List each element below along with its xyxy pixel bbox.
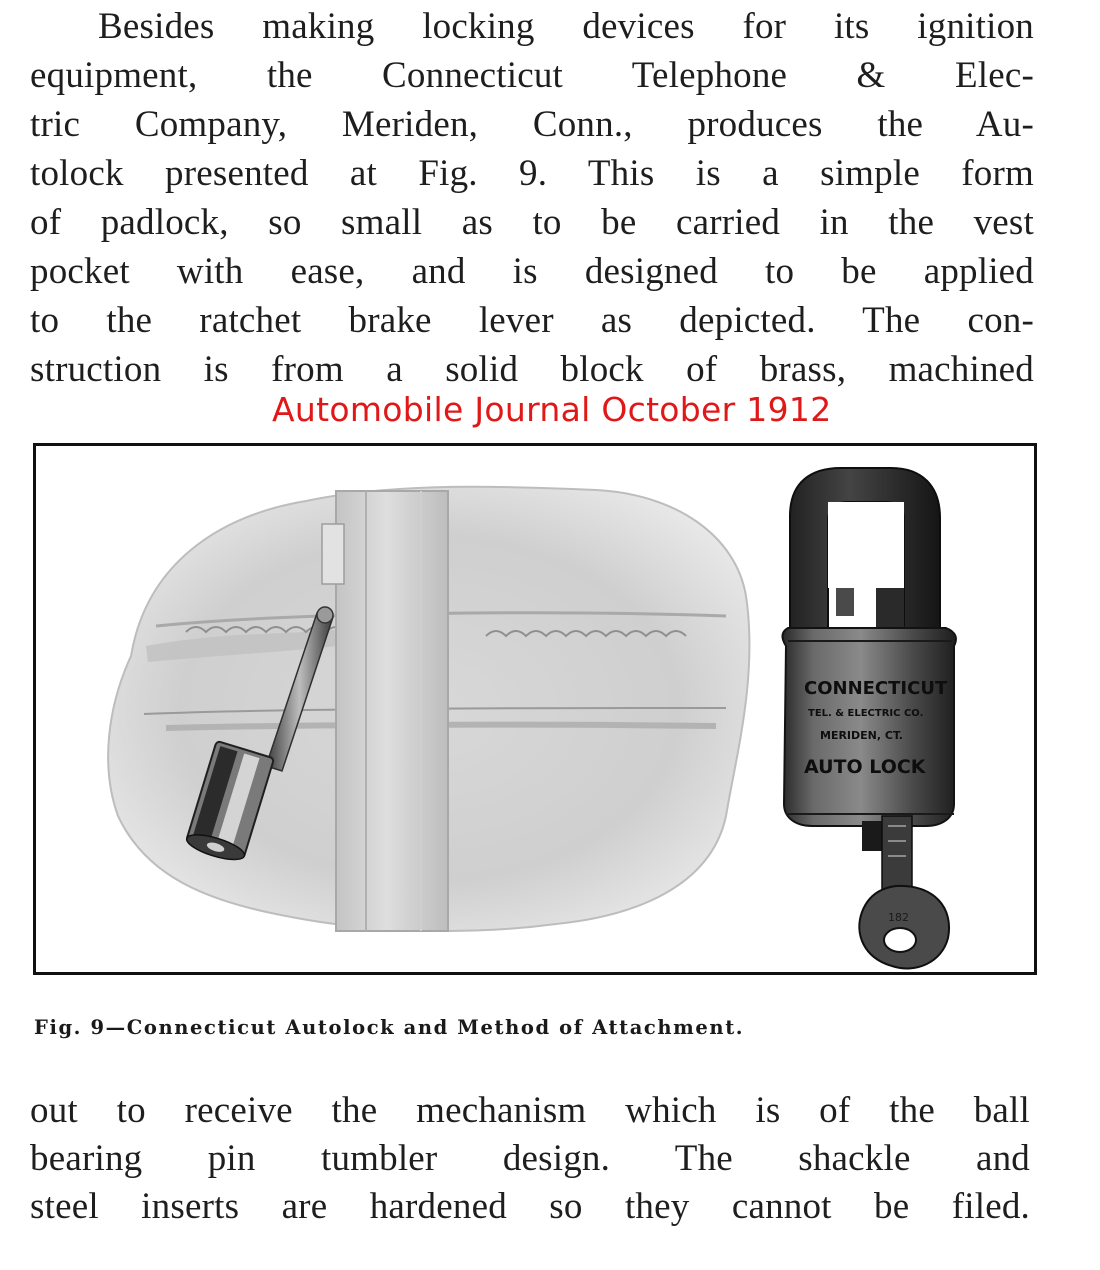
source-annotation: Automobile Journal October 1912 <box>272 390 832 429</box>
text-line: of padlock, so small as to be carried in the vest <box>30 202 1034 243</box>
engraving-line: CONNECTICUT <box>804 678 948 699</box>
text-line: Besides making locking devices for its ignition <box>98 6 1034 47</box>
text-line: tolock presented at Fig. 9. This is a simple form <box>30 153 1034 194</box>
figure-illustration <box>36 446 1034 972</box>
article-paragraph-bottom <box>30 1087 1030 1231</box>
padlock-body <box>782 628 955 826</box>
brake-lever <box>336 491 448 931</box>
engraving-line: AUTO LOCK <box>804 756 926 778</box>
engraving-line: MERIDEN, CT. <box>820 729 903 742</box>
text-line: struction is from a solid block of brass, machined <box>30 349 1034 390</box>
text-line: steel inserts are hardened so they cannot be filed. <box>30 1186 1030 1227</box>
text-line: bearing pin tumbler design. The shackle and <box>30 1138 1030 1179</box>
text-line: equipment, the Connecticut Telephone & Elec- <box>30 55 1034 96</box>
article-paragraph-top <box>30 2 1034 394</box>
autolock-padlock-photo <box>782 468 955 968</box>
engraving-line: TEL. & ELECTRIC CO. <box>808 708 924 719</box>
text-line: out to receive the mechanism which is of the ball <box>30 1090 1030 1131</box>
text-line: tric Company, Meriden, Conn., produces the Au- <box>30 104 1034 145</box>
text-line: to the ratchet brake lever as depicted. The con- <box>30 300 1034 341</box>
brake-lever-photo <box>108 487 749 931</box>
figure-frame <box>33 443 1037 975</box>
figure-caption: Fig. 9—Connecticut Autolock and Method of Attachment. <box>34 1016 745 1039</box>
key-bow <box>859 886 949 969</box>
text-line: pocket with ease, and is designed to be applied <box>30 251 1034 292</box>
svg-text:182: 182 <box>888 911 909 924</box>
